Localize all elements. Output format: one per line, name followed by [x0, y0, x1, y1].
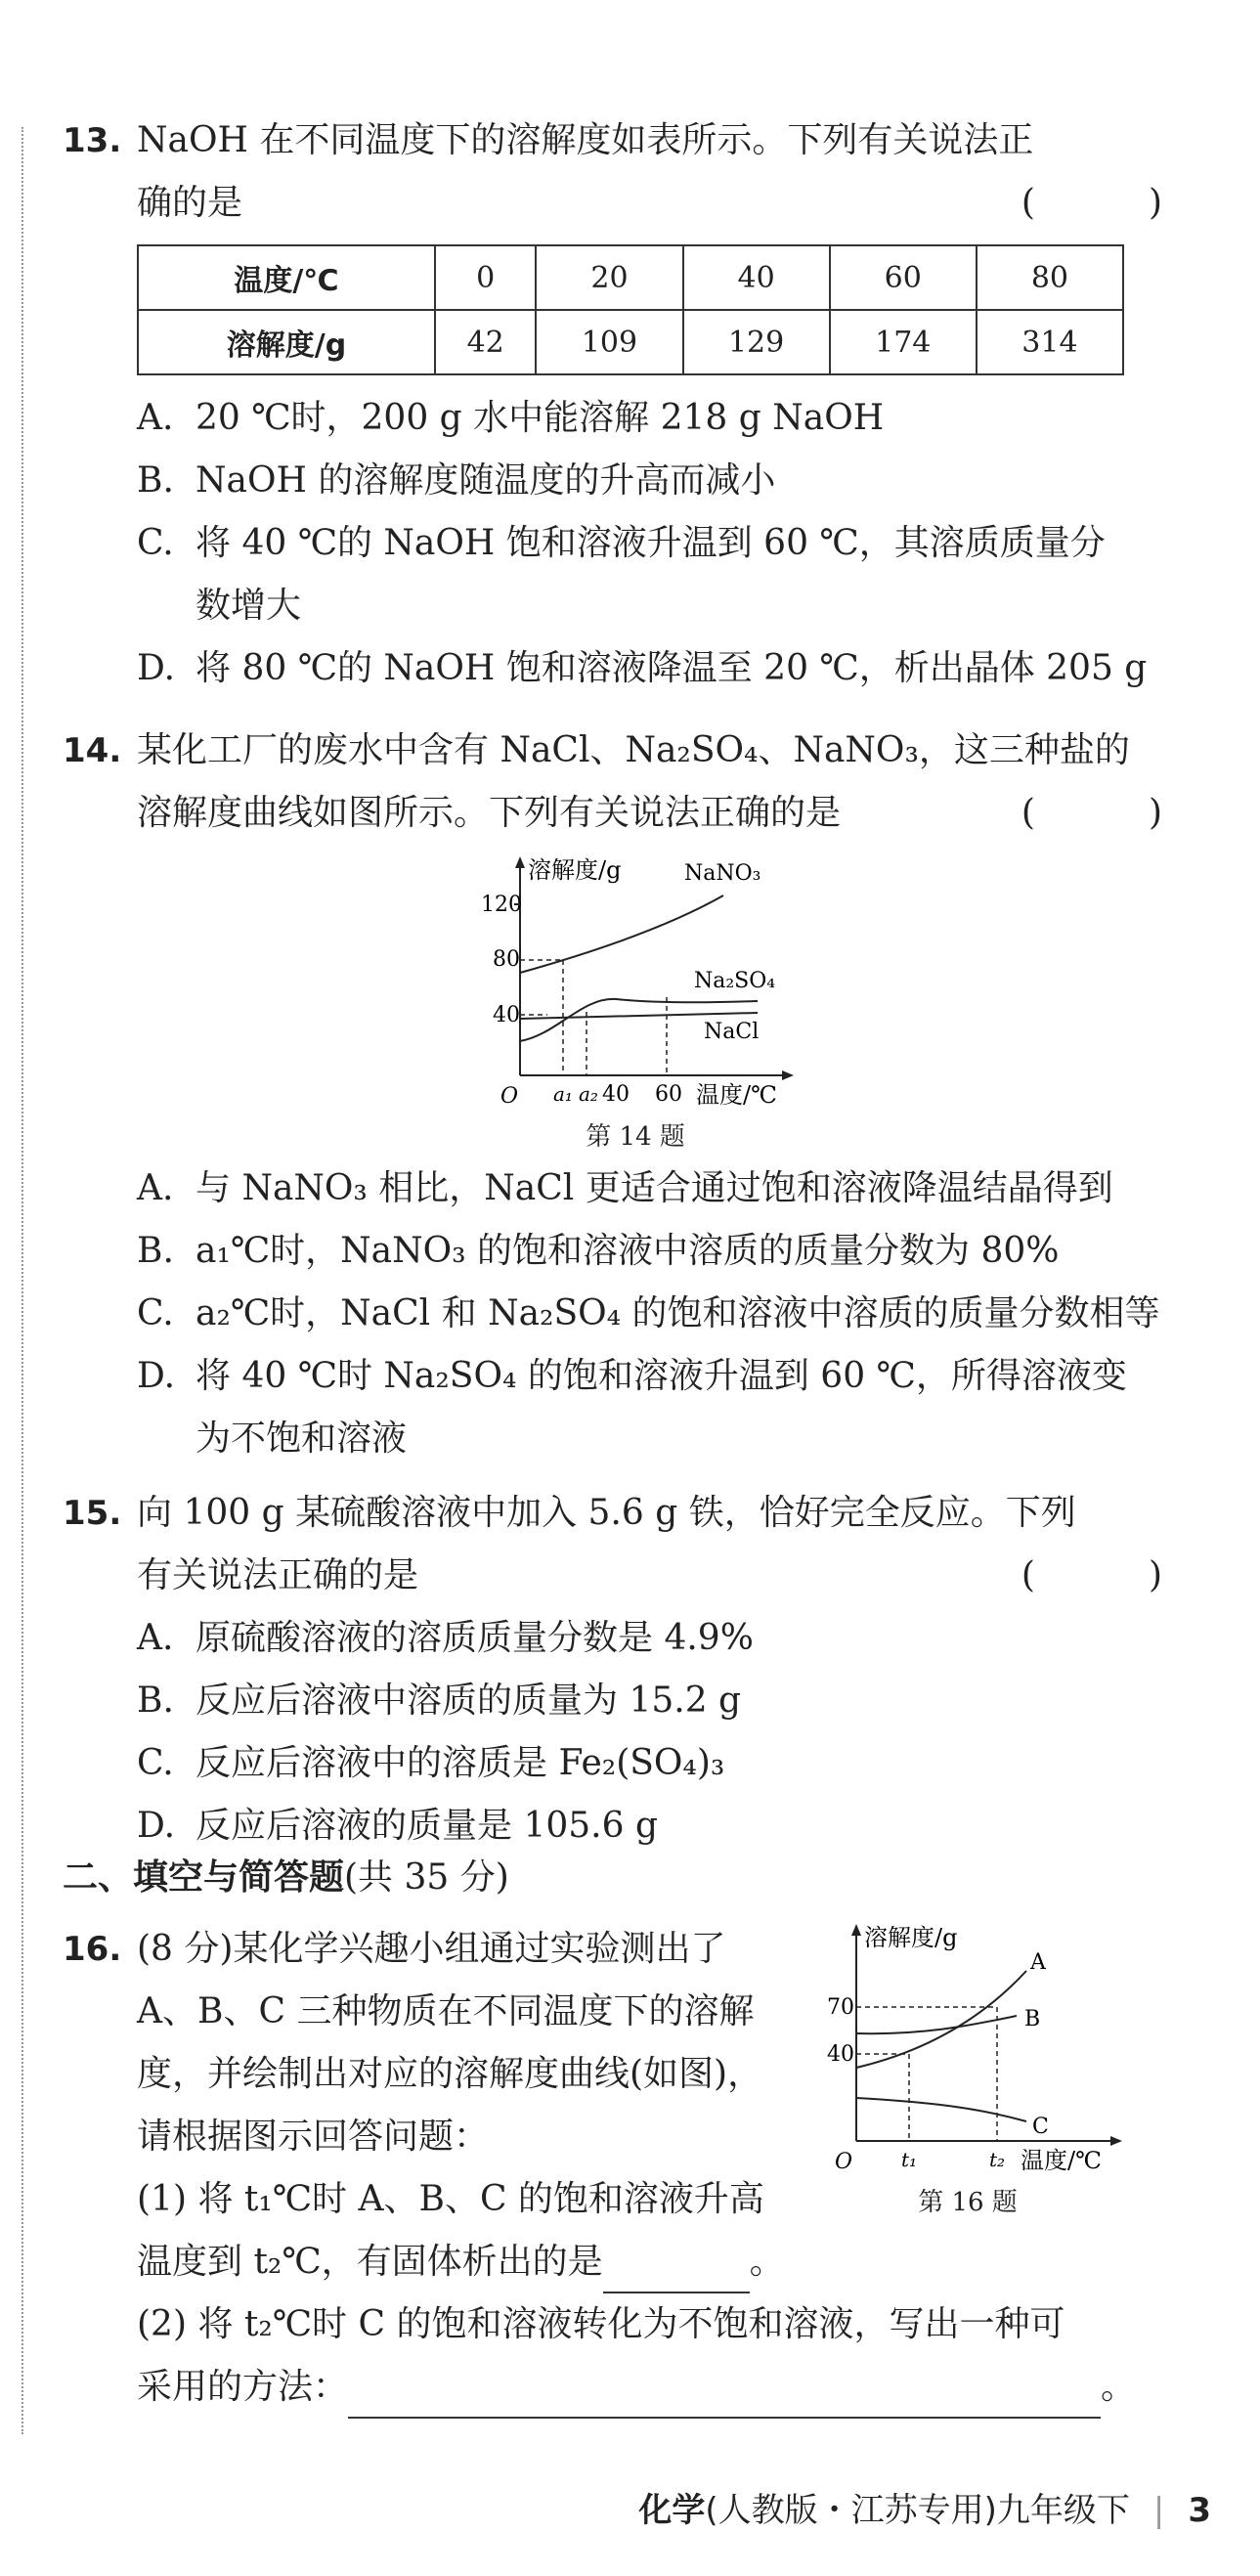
figure-16-solubility-curves [821, 1916, 1144, 2190]
answer-blank-2[interactable] [348, 2378, 1101, 2419]
question-15 [63, 1482, 1201, 1857]
option-d[interactable]: D. 将 40 ℃时 Na₂SO₄ 的饱和溶液升温到 60 ℃，所得溶液变 [137, 1356, 1127, 1396]
table-cell: 20 [536, 245, 682, 310]
option-d[interactable]: D. 反应后溶液的质量是 105.6 g [137, 1806, 658, 1846]
stem-line-2 [137, 172, 1201, 235]
question-number: 14. [63, 731, 122, 770]
stem-line-2-text: 溶解度曲线如图所示。下列有关说法正确的是 [137, 793, 842, 833]
x-tick-label: t₂ [989, 2148, 1006, 2171]
sub-question-2-line-1: (2) 将 t₂℃时 C 的饱和溶液转化为不饱和溶液，写出一种可 [137, 2304, 1065, 2344]
stem-line-2 [137, 782, 1201, 845]
stem-line-2-text: 确的是 [137, 183, 243, 223]
table-cell: 174 [830, 310, 977, 374]
y-tick-label: 40 [493, 1003, 520, 1027]
x-axis-label: 温度/℃ [1021, 2147, 1102, 2174]
question-14 [63, 720, 1201, 845]
option-c[interactable]: C. 反应后溶液中的溶质是 Fe₂(SO₄)₃ [137, 1743, 725, 1783]
table-cell: 80 [977, 245, 1123, 310]
table-cell: 60 [830, 245, 977, 310]
table-cell: 129 [683, 310, 830, 374]
figure-16-caption: 第 16 题 [918, 2188, 1018, 2217]
curve-label-nacl: NaCl [704, 1020, 760, 1044]
option-b[interactable]: B. a₁℃时，NaNO₃ 的饱和溶液中溶质的质量分数为 80% [137, 1231, 1060, 1271]
origin-label: O [500, 1084, 519, 1109]
question-14-options [63, 1157, 1201, 1470]
y-tick-label: 40 [827, 2042, 854, 2067]
y-axis-label: 溶解度/g [864, 1924, 958, 1951]
question-number: 16. [63, 1930, 122, 1969]
x-tick-label: a₁ [553, 1082, 573, 1106]
answer-blank-1[interactable] [603, 2252, 750, 2293]
option-a[interactable]: A. 原硫酸溶液的溶质质量分数是 4.9% [137, 1618, 754, 1658]
x-axis-arrow [782, 1070, 794, 1080]
table-row [138, 245, 1123, 310]
option-c[interactable]: C. 将 40 ℃的 NaOH 饱和溶液升温到 60 ℃，其溶质质量分 [137, 523, 1106, 563]
y-axis-label: 溶解度/g [528, 856, 622, 884]
section-title-text: 二、填空与简答题 [63, 1857, 345, 1898]
x-tick-label: t₁ [901, 2148, 918, 2171]
y-tick-label: 80 [493, 947, 520, 972]
option-d[interactable]: D. 将 80 ℃的 NaOH 饱和溶液降温至 20 ℃，析出晶体 205 g [137, 648, 1148, 688]
option-b[interactable]: B. NaOH 的溶解度随温度的升高而减小 [137, 460, 776, 501]
y-tick-label: 70 [827, 1995, 854, 2020]
stem-line: A、B、C 三种物质在不同温度下的溶解 [137, 1991, 755, 2031]
footer-edition: (人教版・江苏专用)九年级下 [705, 2491, 1130, 2530]
table-cell: 314 [977, 310, 1123, 374]
table-cell: 0 [435, 245, 536, 310]
option-a[interactable]: A. 20 ℃时，200 g 水中能溶解 218 g NaOH [137, 398, 885, 438]
footer-subject: 化学 [638, 2491, 706, 2530]
section-title [63, 1850, 509, 1899]
question-16 [63, 1918, 810, 2231]
page-footer [638, 2483, 1211, 2531]
option-a[interactable]: A. 与 NaNO₃ 相比，NaCl 更适合通过饱和溶液降温结晶得到 [137, 1168, 1113, 1208]
table-header-cell: 温度/℃ [138, 245, 435, 310]
stem-line: 度，并绘制出对应的溶解度曲线(如图)， [137, 2054, 763, 2094]
curve-nacl [520, 1013, 758, 1019]
table-cell: 40 [683, 245, 830, 310]
page-number: 3 [1188, 2491, 1211, 2530]
curve-label-b: B [1024, 2007, 1041, 2031]
question-stem [137, 1918, 810, 2231]
stem-line: 请根据图示回答问题： [137, 2117, 490, 2157]
solubility-table [137, 244, 1124, 375]
answer-paren: ( ) [1021, 1555, 1201, 1595]
stem-line-1: 向 100 g 某硫酸溶液中加入 5.6 g 铁，恰好完全反应。下列 [137, 1493, 1076, 1533]
option-c[interactable]: C. a₂℃时，NaCl 和 Na₂SO₄ 的饱和溶液中溶质的质量分数相等 [137, 1293, 1160, 1333]
y-axis-arrow [515, 856, 525, 868]
stem-line-1: NaOH 在不同温度下的溶解度如表所示。下列有关说法正 [137, 120, 1034, 160]
sub-question-1-line-2: 温度到 t₂℃，有固体析出的是 。 [137, 2231, 1201, 2293]
question-13-options [63, 387, 1201, 700]
curve-nano3 [520, 895, 723, 973]
option-c-continuation: 数增大 [196, 586, 302, 626]
figure-14-solubility-curves [481, 851, 811, 1124]
option-b[interactable]: B. 反应后溶液中溶质的质量为 15.2 g [137, 1681, 742, 1721]
option-d-continuation: 为不饱和溶液 [196, 1419, 408, 1459]
question-number: 15. [63, 1494, 122, 1533]
stem-line-2-text: 有关说法正确的是 [137, 1555, 419, 1595]
curve-b [856, 2016, 1017, 2033]
table-row [138, 310, 1123, 374]
curve-label-na2so4: Na₂SO₄ [694, 969, 776, 993]
x-tick-label: 40 [602, 1082, 630, 1107]
curve-label-nano3: NaNO₃ [684, 861, 761, 886]
x-tick-label: 60 [655, 1082, 682, 1107]
question-stem [137, 720, 1201, 845]
curve-c [856, 2098, 1026, 2121]
question-number: 13. [63, 121, 122, 160]
stem-line: (8 分)某化学兴趣小组通过实验测出了 [137, 1929, 726, 1969]
y-axis-arrow [851, 1924, 861, 1936]
origin-label: O [835, 2150, 853, 2174]
curve-label-c: C [1032, 2115, 1049, 2139]
question-13 [63, 109, 1201, 235]
stem-line-2 [137, 1545, 1201, 1607]
curve-label-a: A [1030, 1950, 1046, 1975]
question-stem [137, 1482, 1201, 1607]
x-axis-label: 温度/℃ [696, 1081, 777, 1109]
answer-paren: ( ) [1021, 183, 1201, 223]
x-tick-label: a₂ [579, 1082, 598, 1106]
table-header-cell: 溶解度/g [138, 310, 435, 374]
question-stem [137, 109, 1201, 235]
figure-14-caption: 第 14 题 [586, 1122, 685, 1152]
stem-line-1: 某化工厂的废水中含有 NaCl、Na₂SO₄、NaNO₃，这三种盐的 [137, 730, 1130, 770]
sub-question-2-line-2: 采用的方法： 。 [137, 2356, 1201, 2419]
x-axis-arrow [1110, 2136, 1122, 2146]
question-16-continued [63, 2231, 1201, 2419]
section-points: (共 35 分) [344, 1857, 509, 1898]
answer-paren: ( ) [1021, 793, 1201, 833]
footer-divider: | [1152, 2491, 1165, 2530]
y-tick-label: 120 [481, 893, 522, 917]
margin-dotted-rule [22, 127, 23, 2434]
table-cell: 109 [536, 310, 682, 374]
table-cell: 42 [435, 310, 536, 374]
sub-question-1-line-1: (1) 将 t₁℃时 A、B、C 的饱和溶液升高 [137, 2179, 764, 2219]
